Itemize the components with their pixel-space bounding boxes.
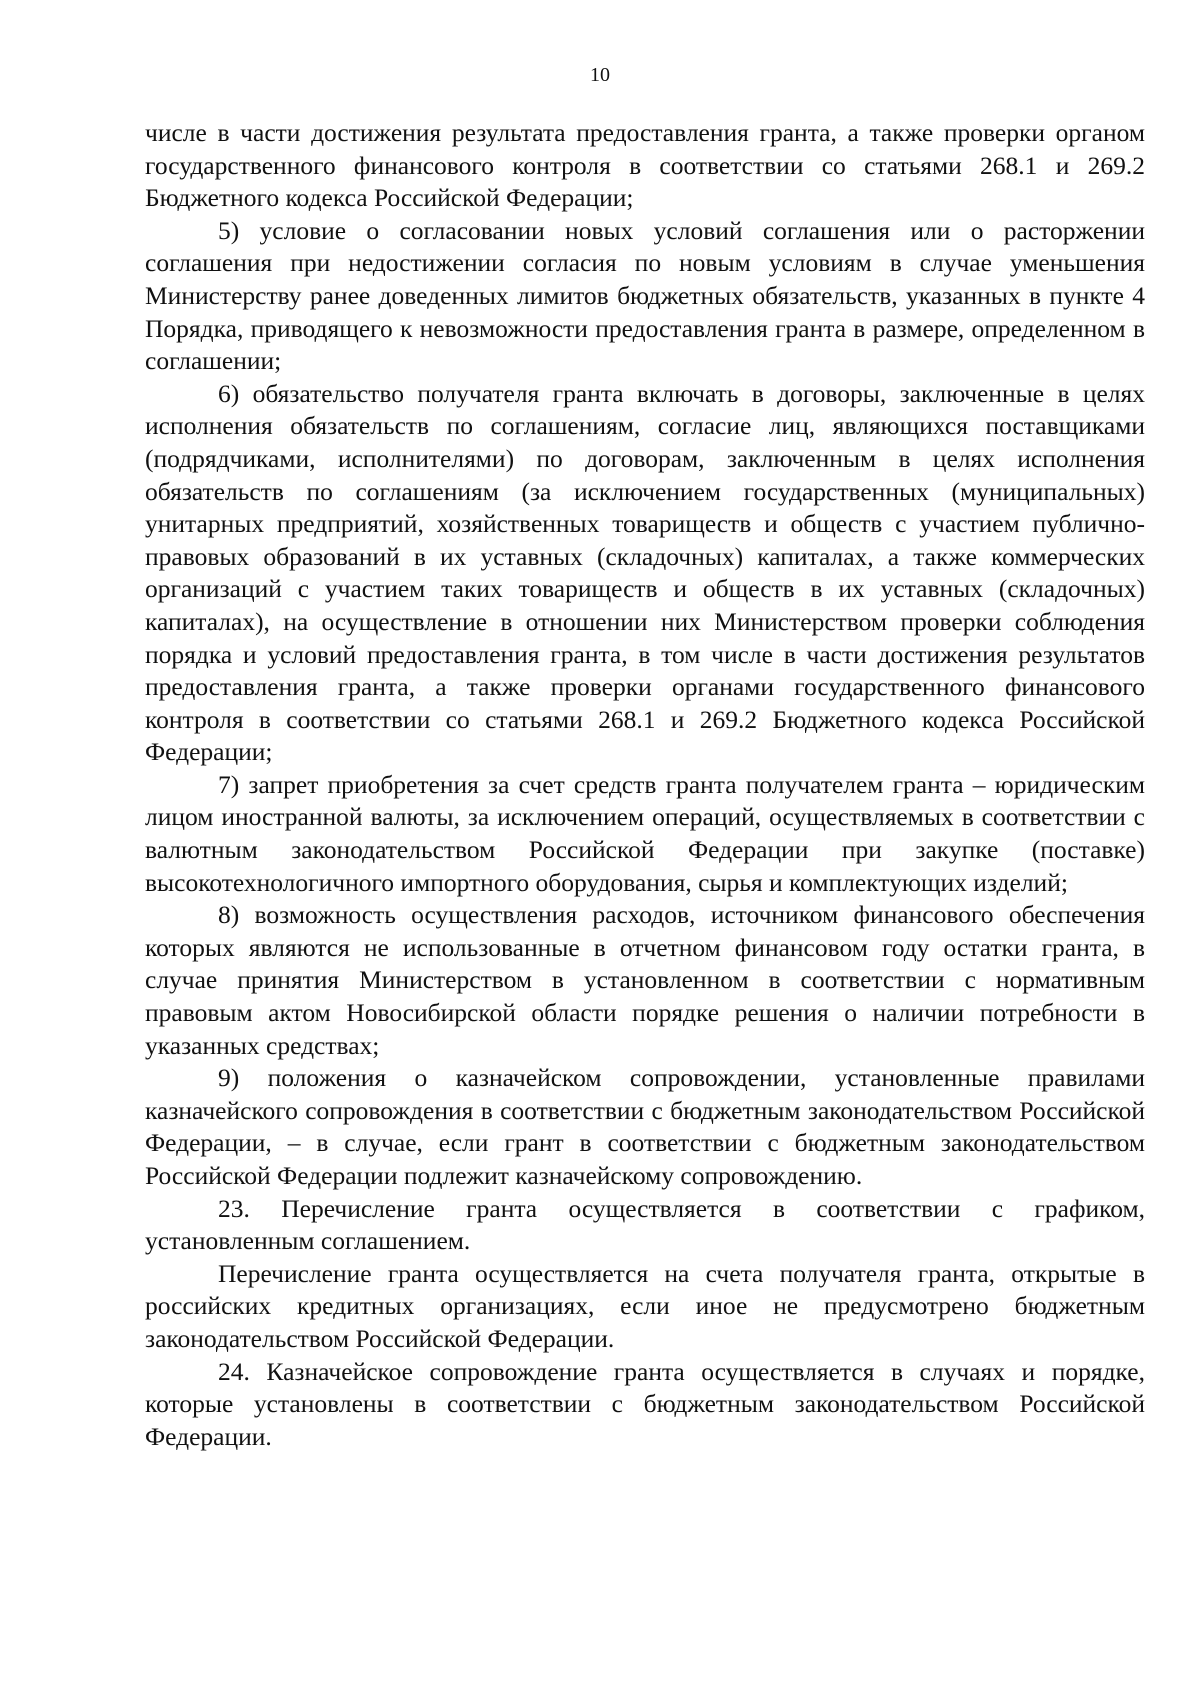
paragraph-item-9: 9) положения о казначейском сопровождении, установленные правилами казначейского сопровождения в соответствии с бюджетным законодательством Российской Федерации, – в случае, если грант в соответствии с бюджетным законодательством Российской Федерации подлежит казначейскому сопровождению.: [145, 1063, 1145, 1190]
page-number: 10: [590, 64, 610, 86]
paragraph-item-5: 5) условие о согласовании новых условий соглашения или о расторжении соглашения при недостижении согласия по новым условиям в случае уменьшения Министерству ранее доведенных лимитов бюджетных обязательств, указанных в пункте 4 Порядка, приводящего к невозможности предоставления гранта в размере, определенном в соглашении;: [145, 215, 1145, 376]
document-body: [145, 117, 1145, 1453]
paragraph-clause-23: 23. Перечисление гранта осуществляется в соответствии с графиком, установленным соглашением.: [145, 1193, 1145, 1256]
paragraph-item-6: 6) обязательство получателя гранта включать в договоры, заключенные в целях исполнения обязательств по соглашениям, согласие лиц, являющихся поставщиками (подрядчиками, исполнителями) по договорам, заключенным в целях исполнения обязательств по соглашениям (за исключением государственных (муниципальных) унитарных предприятий, хозяйственных товариществ и обществ с участием публично-правовых образований в их уставных (складочных) капиталах, а также коммерческих организаций с участием таких товариществ и обществ в их уставных (складочных) капиталах), на осуществление в отношении них Министерством проверки соблюдения порядка и условий предоставления гранта, в том числе в части достижения результатов предоставления гранта, а также проверки органами государственного финансового контроля в соответствии со статьями 268.1 и 269.2 Бюджетного кодекса Российской Федерации;: [145, 378, 1145, 767]
paragraph-continuation: числе в части достижения результата предоставления гранта, а также проверки органом государственного финансового контроля в соответствии со статьями 268.1 и 269.2 Бюджетного кодекса Российской Федерации;: [145, 118, 1145, 213]
paragraph-item-8: 8) возможность осуществления расходов, источником финансового обеспечения которых являются не использованные в отчетном финансовом году остатки гранта, в случае принятия Министерством в установленном в соответствии с нормативным правовым актом Новосибирской области порядке решения о наличии потребности в указанных средствах;: [145, 900, 1145, 1060]
paragraph-clause-24: 24. Казначейское сопровождение гранта осуществляется в случаях и порядке, которые установлены в соответствии с бюджетным законодательством Российской Федерации.: [145, 1356, 1145, 1451]
paragraph-clause-23-continuation: Перечисление гранта осуществляется на счета получателя гранта, открытые в российских кредитных организациях, если иное не предусмотрено бюджетным законодательством Российской Федерации.: [145, 1258, 1145, 1353]
paragraph-item-7: 7) запрет приобретения за счет средств гранта получателем гранта – юридическим лицом иностранной валюты, за исключением операций, осуществляемых в соответствии с валютным законодательством Российской Федерации при закупке (поставке) высокотехнологичного импортного оборудования, сырья и комплектующих изделий;: [145, 769, 1145, 897]
